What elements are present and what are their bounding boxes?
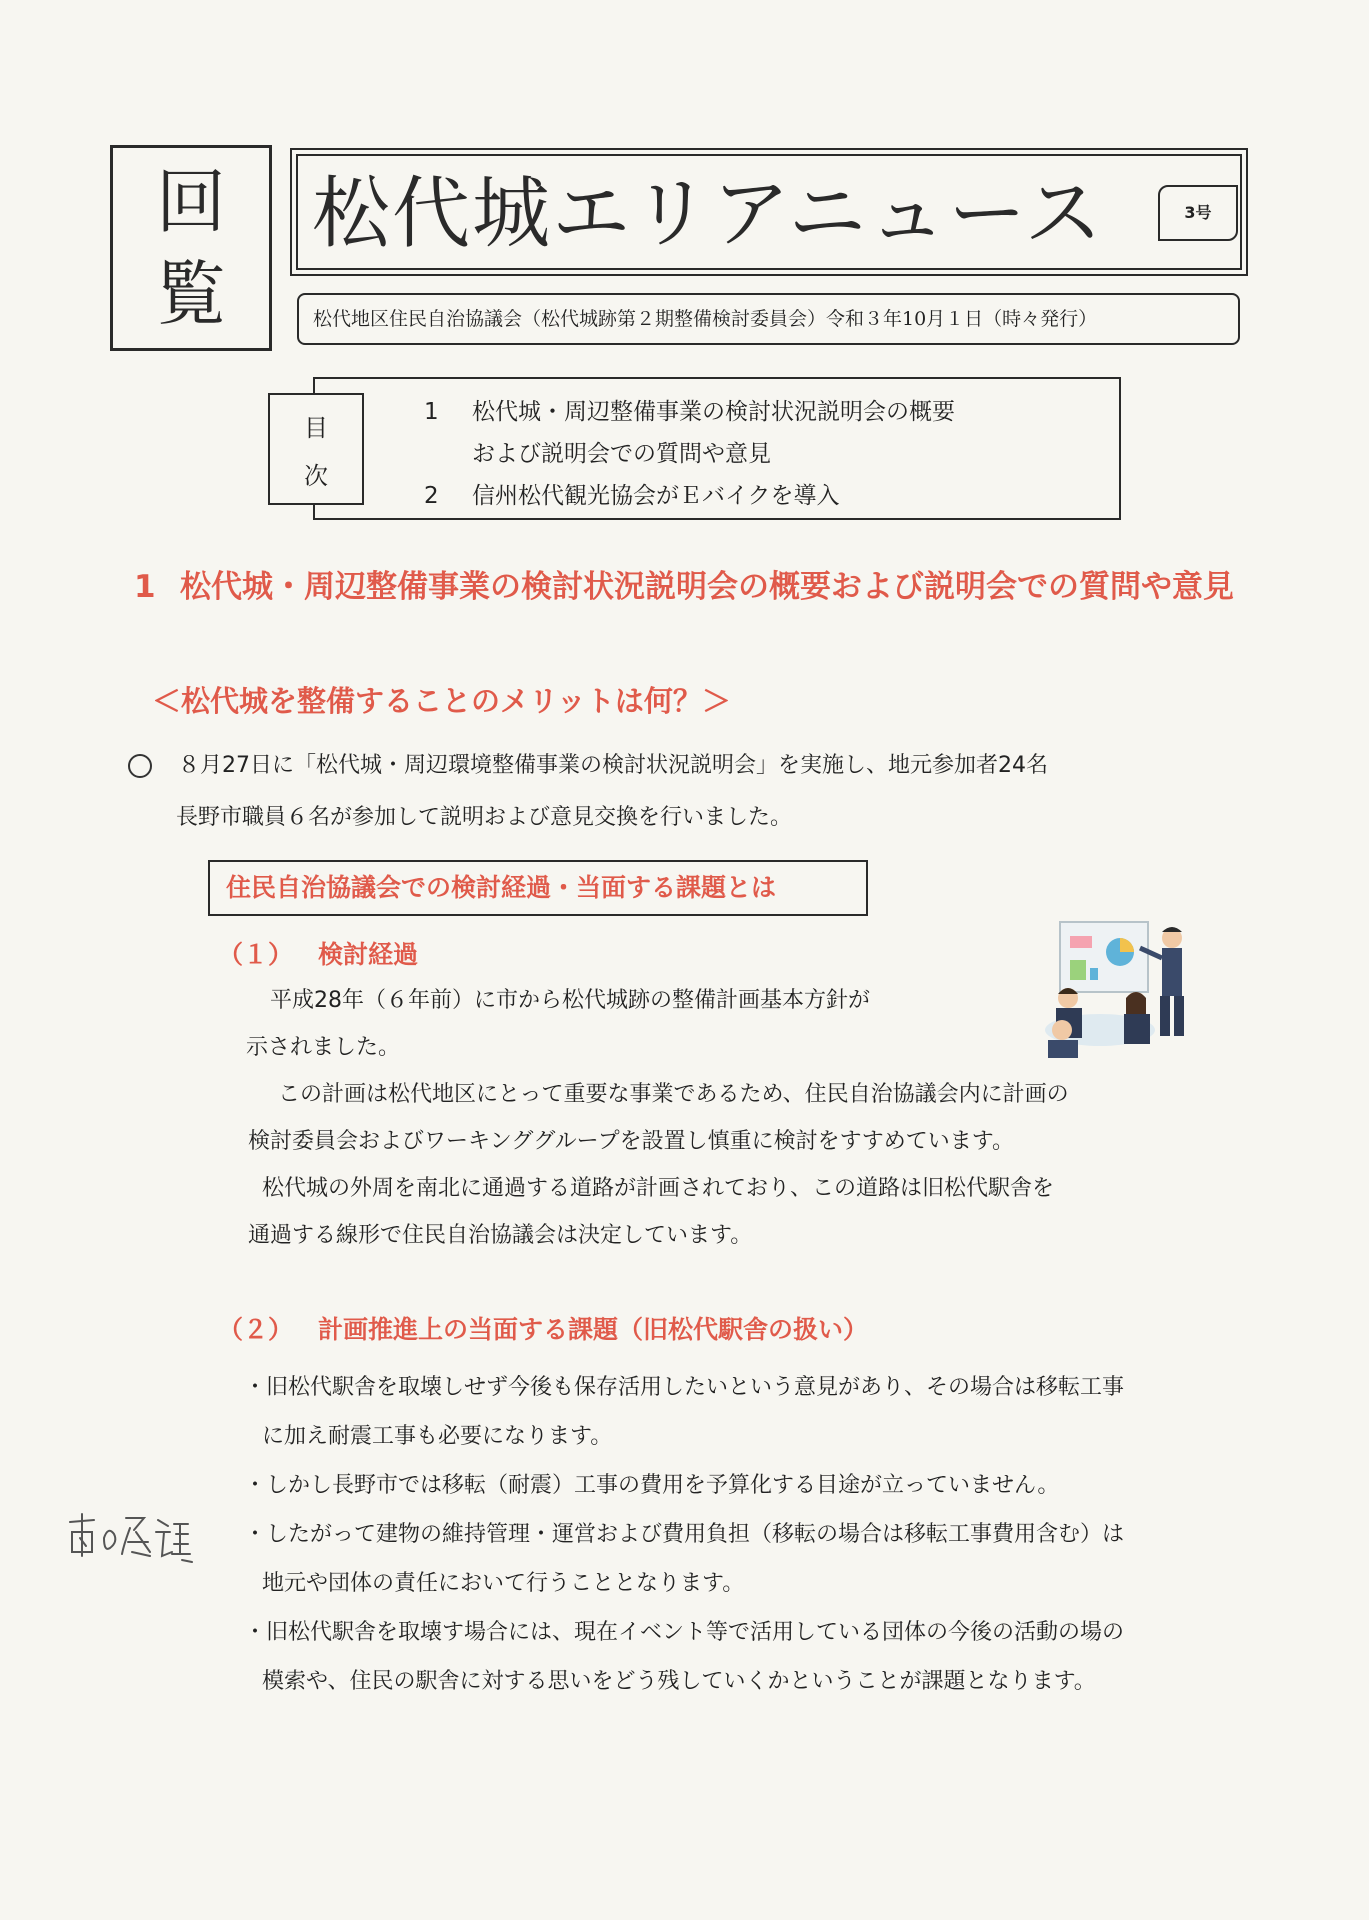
toc-item-number: 1: [424, 399, 439, 425]
body-line: この計画は松代地区にとって重要な事業であるため、住民自治協議会内に計画の: [278, 1082, 1069, 1107]
bullet-line: ・したがって建物の維持管理・運営および費用負担（移転の場合は移転工事費用含む）は: [244, 1522, 1125, 1547]
circulation-char: 覧: [156, 253, 226, 335]
body-line: 平成28年（６年前）に市から松代城跡の整備計画基本方針が: [270, 988, 870, 1013]
bullet-line: 模索や、住民の駅舎に対する思いをどう残していくかということが課題となります。: [262, 1669, 1096, 1694]
body-line: 通過する線形で住民自治協議会は決定しています。: [248, 1223, 753, 1248]
toc-item-text: 松代城・周辺整備事業の検討状況説明会の概要: [472, 399, 955, 425]
circulation-box: [110, 145, 272, 351]
body-line: 松代城の外周を南北に通過する道路が計画されており、この道路は旧松代駅舎を: [262, 1176, 1055, 1201]
subsection-title: 計画推進上の当面する課題（旧松代駅舎の扱い）: [318, 1315, 869, 1344]
bullet-line: ・しかし長野市では移転（耐震）工事の費用を予算化する目途が立っていません。: [244, 1473, 1060, 1498]
bullet-line: ・旧松代駅舎を取壊しせず今後も保存活用したいという意見があり、その場合は移転工事: [244, 1375, 1125, 1400]
publisher-line: 松代地区住民自治協議会（松代城跡第２期整備検討委員会）令和３年10月１日（時々発行）: [297, 293, 1240, 345]
body-line: 示されました。: [246, 1035, 401, 1060]
intro-line: 長野市職員６名が参加して説明および意見交換を行いました。: [176, 805, 793, 830]
section-title: 松代城・周辺整備事業の検討状況説明会の概要および説明会での質問や意見: [180, 569, 1234, 605]
toc-label-char: 次: [304, 461, 328, 490]
body-line: 検討委員会およびワーキンググループを設置し慎重に検討をすすめています。: [248, 1129, 1015, 1154]
circle-bullet-icon: [128, 754, 152, 778]
subsection-title: 検討経過: [318, 940, 419, 969]
section-number: 1: [134, 569, 156, 605]
section-subtitle: ＜松代城を整備することのメリットは何？＞: [152, 684, 731, 718]
toc-item-text: 信州松代観光協会がＥバイクを導入: [472, 483, 840, 509]
issue-number: 3号: [1158, 185, 1238, 241]
toc-label-char: 目: [304, 413, 328, 442]
newsletter-title: 松代城エリアニュース: [312, 169, 1105, 259]
intro-line: ８月27日に「松代城・周辺環境整備事業の検討状況説明会」を実施し、地元参加者24名: [178, 753, 1048, 778]
toc-item-number: 2: [424, 483, 439, 509]
meeting-illustration: [1040, 918, 1210, 1060]
bullet-line: に加え耐震工事も必要になります。: [262, 1424, 613, 1449]
subsection-number: （１）: [218, 940, 294, 969]
circulation-char: 回: [156, 161, 226, 243]
boxed-heading: 住民自治協議会での検討経過・当面する課題とは: [208, 860, 868, 916]
subsection-number: （２）: [218, 1315, 294, 1344]
toc-label: [268, 393, 364, 505]
bullet-line: 地元や団体の責任において行うこととなります。: [262, 1571, 745, 1596]
bullet-line: ・旧松代駅舎を取壊す場合には、現在イベント等で活用している団体の今後の活動の場の: [244, 1620, 1125, 1645]
toc-item-text: および説明会での質問や意見: [472, 441, 771, 467]
handwritten-margin-note: [64, 1508, 194, 1568]
